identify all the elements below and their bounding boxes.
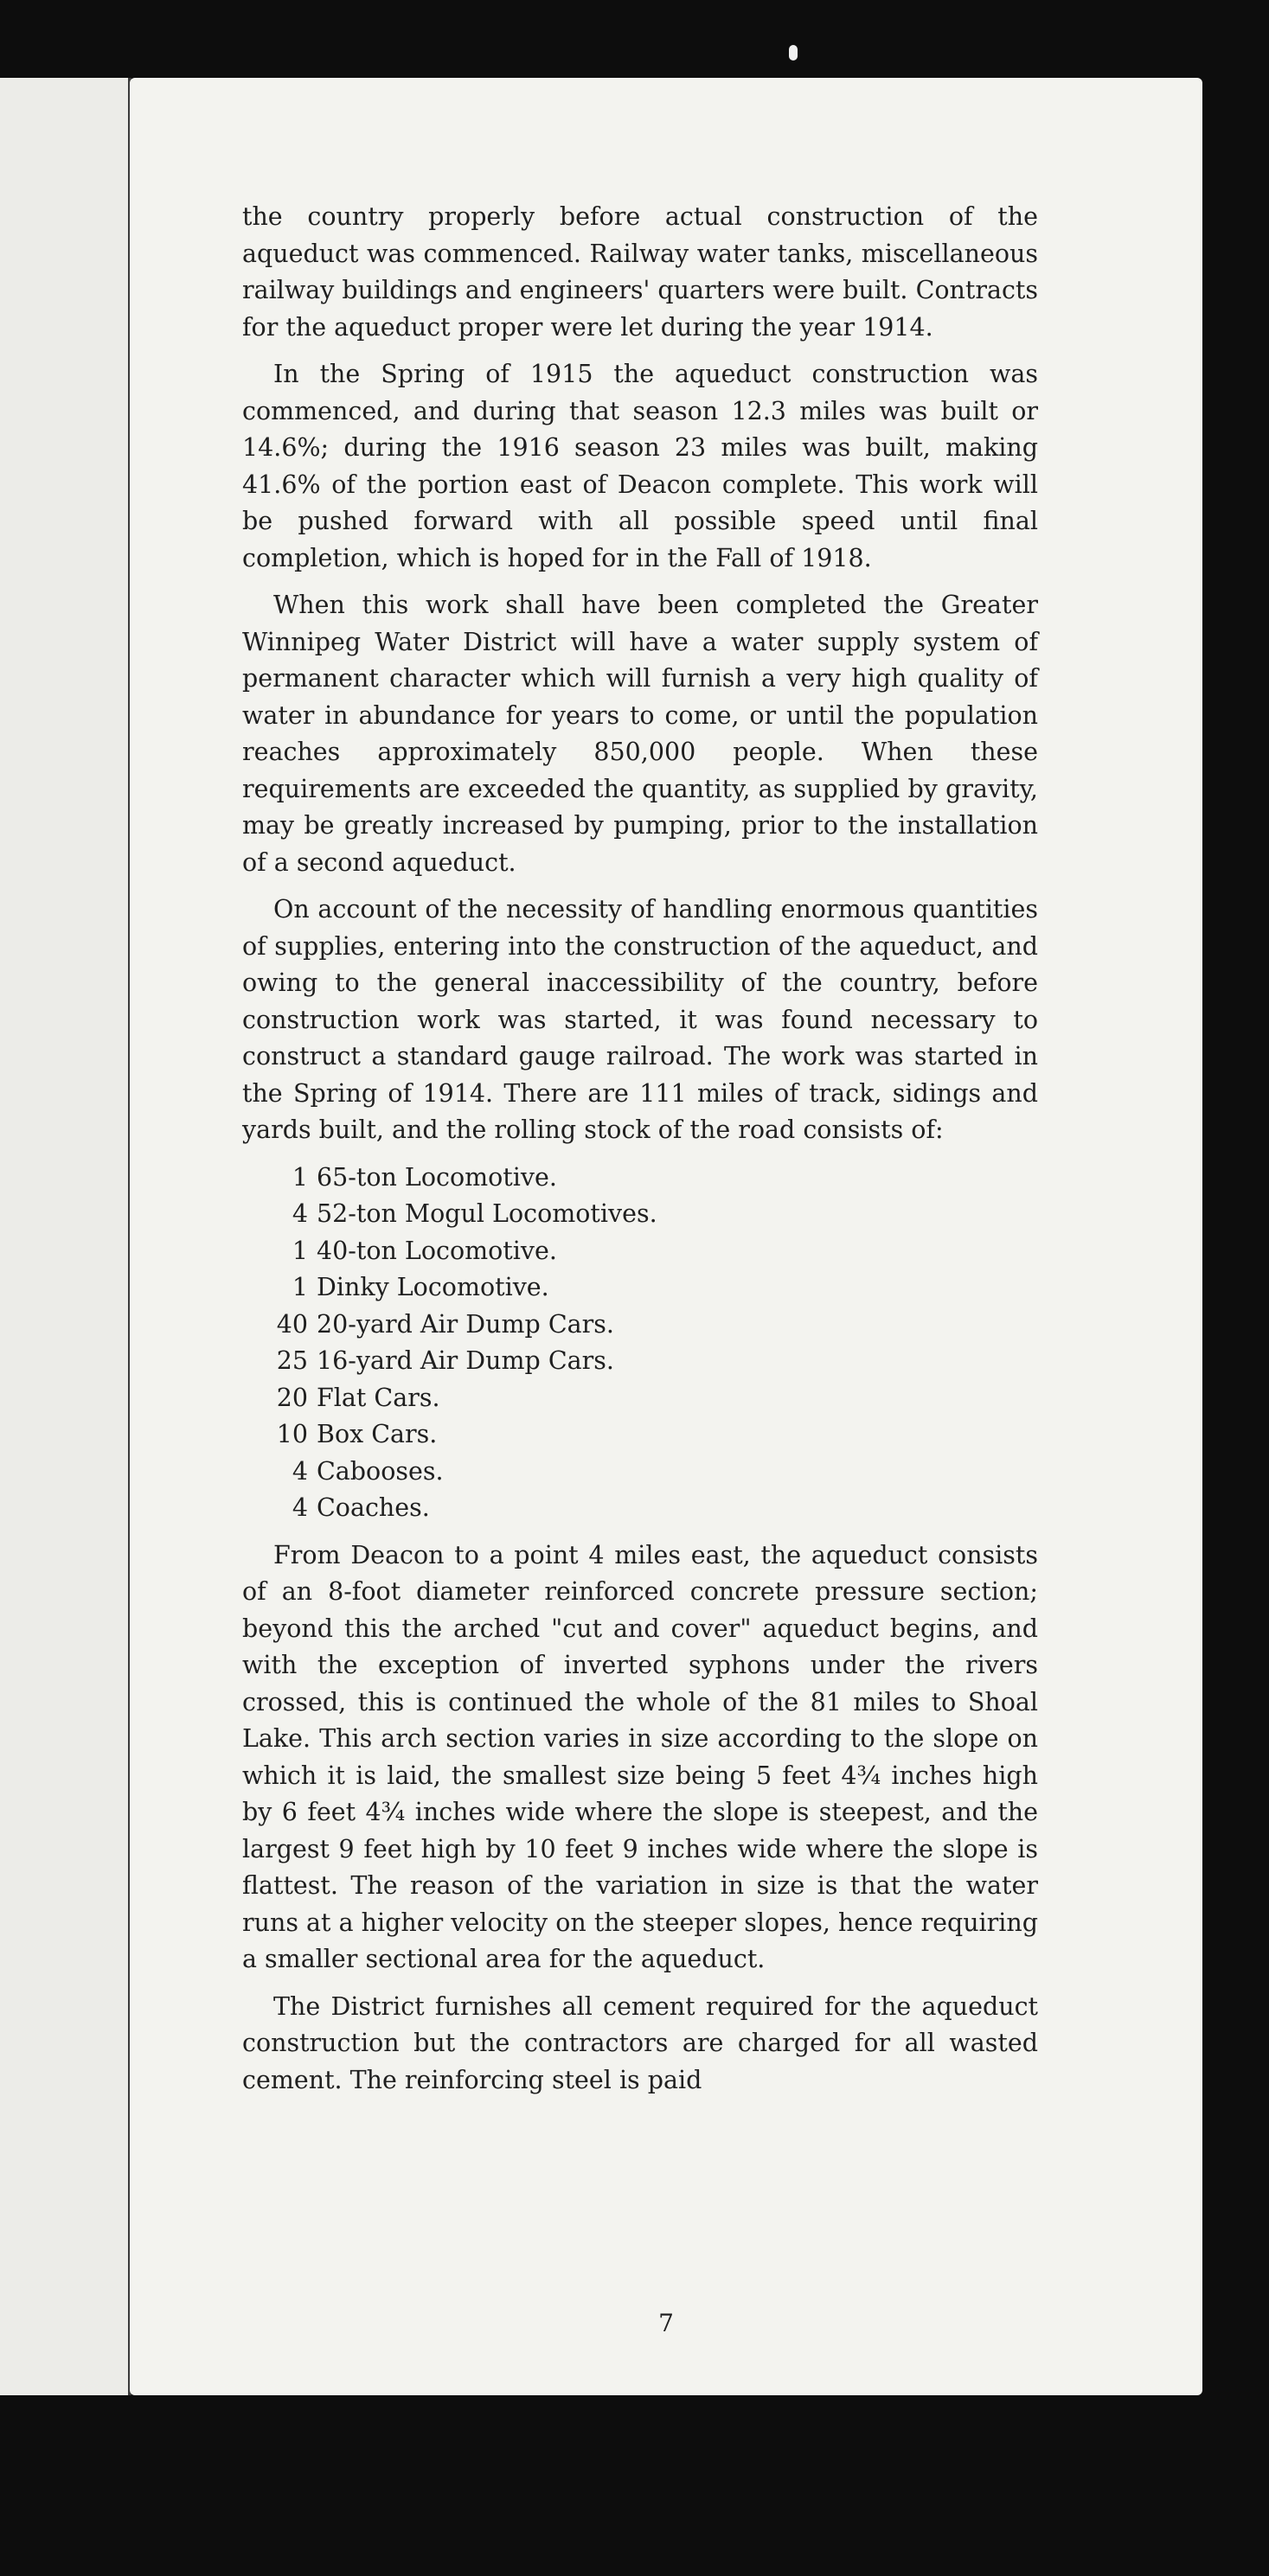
list-item <box>270 1454 1038 1491</box>
facing-page-edge <box>0 78 131 2395</box>
paragraph-cement: The District furnishes all cement required for the aqueduct construction but the contractors are charged for all wasted cement. The reinforcing steel is paid <box>242 1991 1038 2094</box>
scan-speck <box>789 45 798 61</box>
stock-qty: 1 <box>292 1162 308 1192</box>
stock-item: Flat Cars. <box>317 1383 440 1412</box>
stock-item: Coaches. <box>317 1493 430 1522</box>
stock-qty: 25 <box>276 1346 308 1375</box>
stock-qty: 10 <box>276 1420 308 1448</box>
paragraph-water-supply: When this work shall have been completed the Greater Winnipeg Water District will have a water supply system of permanent character which will furnish a very high quality of water in abundance for years to come, or until the population reaches approximately 850,000 people. When these requirements are exceeded the quantity, as supplied by gravity, may be greatly increased by pumping, prior to the installation of a second aqueduct. <box>242 591 1038 877</box>
stock-item: Dinky Locomotive. <box>317 1273 549 1301</box>
stock-item: 65-ton Locomotive. <box>317 1162 557 1192</box>
stock-qty: 1 <box>292 1236 308 1265</box>
list-item <box>270 1233 1038 1270</box>
stock-item: 52-ton Mogul Locomotives. <box>317 1199 657 1228</box>
paragraph-railroad: On account of the necessity of handling enormous quantities of supplies, entering into the construction of the aqueduct, and owing to the general inaccessibility of the country, before construction work was started, it was found necessary to construct a standard gauge railroad. The work was started in the Spring of 1914. There are 111 miles of track, sidings and yards built, and the rolling stock of the road consists of: <box>242 895 1038 1144</box>
stock-item: Box Cars. <box>317 1420 438 1448</box>
stock-qty: 40 <box>276 1309 308 1339</box>
list-item <box>270 1490 1038 1527</box>
stock-item: 20-yard Air Dump Cars. <box>317 1309 614 1339</box>
list-item <box>270 1160 1038 1197</box>
stock-item: 40-ton Locomotive. <box>317 1236 557 1265</box>
list-item <box>270 1380 1038 1417</box>
list-item <box>270 1196 1038 1233</box>
page-number: 7 <box>658 2309 674 2337</box>
paragraph-construction-progress: In the Spring of 1915 the aqueduct construction was commenced, and during that season 12.3 miles was built or 14.6%; during the 1916 season 23 miles was built, making 41.6% of the portion east of Deacon complete. This work will be pushed forward with all possible speed until final completion, which is hoped for in the Fall of 1918. <box>242 360 1038 572</box>
page-text <box>242 199 1038 2109</box>
paragraph-construction-prep: the country properly before actual construction of the aqueduct was commenced. Railway water tanks, miscellaneous railway buildings and engineers' quarters were built. Contracts for the aqueduct proper were let during the year 1914. <box>242 202 1038 342</box>
stock-qty: 20 <box>276 1383 308 1412</box>
list-item <box>270 1343 1038 1380</box>
list-item <box>270 1416 1038 1454</box>
stock-item: Cabooses. <box>317 1456 444 1486</box>
list-item <box>270 1269 1038 1307</box>
book-page <box>130 78 1202 2395</box>
paragraph-aqueduct-sections: From Deacon to a point 4 miles east, the aqueduct consists of an 8-foot diameter reinforced concrete pressure section; beyond this the arched "cut and cover" aqueduct begins, and with the exception of inverted syphons under the rivers crossed, this is continued the whole of the 81 miles to Shoal Lake. This arch section varies in size according to the slope on which it is laid, the smallest size being 5 feet 4¾ inches high by 6 feet 4¾ inches wide where the slope is steepest, and the largest 9 feet high by 10 feet 9 inches wide where the slope is flattest. The reason of the variation in size is that the water runs at a higher velocity on the steeper slopes, hence requiring a smaller sectional area for the aqueduct. <box>242 1540 1038 1973</box>
stock-qty: 4 <box>292 1456 308 1486</box>
stock-qty: 4 <box>292 1199 308 1228</box>
stock-qty: 4 <box>292 1493 308 1522</box>
rolling-stock-list <box>242 1160 1038 1527</box>
stock-item: 16-yard Air Dump Cars. <box>317 1346 614 1375</box>
list-item <box>270 1307 1038 1344</box>
stock-qty: 1 <box>292 1273 308 1301</box>
